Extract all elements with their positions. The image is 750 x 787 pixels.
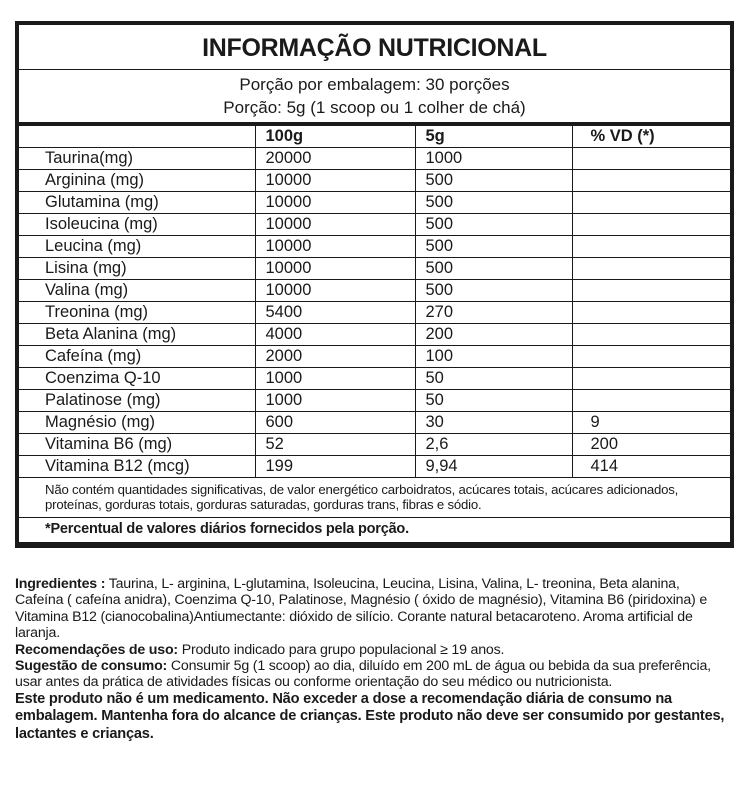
nutrition-table (19, 126, 730, 478)
nutrition-facts-panel (15, 21, 734, 548)
value-per-5g: 500 (415, 280, 572, 302)
suggestion-paragraph (15, 658, 730, 691)
nutrient-name: Valina (mg) (19, 280, 255, 302)
value-per-100g: 10000 (255, 280, 415, 302)
header-per-5g: 5g (415, 126, 572, 148)
ingredients-text: Taurina, L- arginina, L-glutamina, Isoleucina, Leucina, Lisina, Valina, L- treonina, Beta alanina, Cafeína ( cafeína anidra), Coenzima Q-10, Palatinose, Magnésio ( óxido de magnésio), Vitamina B6 (piridoxina) e Vitamina B12 (cianocobalina)Antiumectante: dióxido de silício. Corante natural betacaroteno. Aroma artificial de laranja. (15, 576, 708, 642)
value-per-100g: 10000 (255, 192, 415, 214)
nutrient-name: Magnésio (mg) (19, 412, 255, 434)
value-per-100g: 600 (255, 412, 415, 434)
value-per-5g: 500 (415, 258, 572, 280)
usage-label: Recomendações de uso: (15, 641, 178, 658)
nutrient-name: Beta Alanina (mg) (19, 324, 255, 346)
nutrient-name: Arginina (mg) (19, 170, 255, 192)
nutrient-name: Palatinose (mg) (19, 390, 255, 412)
nutrient-name: Treonina (mg) (19, 302, 255, 324)
table-header-row (19, 126, 730, 148)
value-per-100g: 1000 (255, 368, 415, 390)
value-daily (572, 390, 730, 412)
header-nutrient (19, 126, 255, 148)
suggestion-text: Consumir 5g (1 scoop) ao dia, diluído em 200 mL de água ou bebida da sua preferência, usar antes da prática de atividades físicas ou conforme orientação do seu médico ou nutricionista. (15, 658, 711, 691)
ingredients-paragraph (15, 576, 730, 642)
nutrient-name: Lisina (mg) (19, 258, 255, 280)
nutrient-name: Leucina (mg) (19, 236, 255, 258)
value-per-100g: 4000 (255, 324, 415, 346)
value-per-5g: 50 (415, 390, 572, 412)
value-per-5g: 30 (415, 412, 572, 434)
table-row (19, 258, 730, 280)
table-row (19, 192, 730, 214)
nutrient-name: Vitamina B12 (mcg) (19, 456, 255, 478)
product-info (15, 576, 730, 743)
table-row (19, 280, 730, 302)
value-daily (572, 170, 730, 192)
value-per-100g: 1000 (255, 390, 415, 412)
not-significant-note: Não contém quantidades significativas, de valor energético carboidratos, acúcares totais, acúcares adicionados, proteínas, gorduras totais, gorduras saturadas, gorduras trans, fibras e sódio. (19, 478, 730, 517)
value-daily (572, 346, 730, 368)
ingredients-label: Ingredientes : (15, 576, 106, 592)
nutrient-name: Glutamina (mg) (19, 192, 255, 214)
daily-value-footnote: *Percentual de valores diários fornecidos pela porção. (45, 520, 409, 537)
value-per-5g: 100 (415, 346, 572, 368)
servings-per-package: Porção por embalagem: 30 porções (239, 75, 510, 94)
value-daily (572, 214, 730, 236)
value-per-100g: 10000 (255, 258, 415, 280)
value-per-100g: 10000 (255, 170, 415, 192)
usage-text: Produto indicado para grupo populacional ≥ 19 anos. (177, 641, 505, 658)
suggestion-label: Sugestão de consumo: (15, 658, 168, 675)
value-per-5g: 50 (415, 368, 572, 390)
value-per-5g: 9,94 (415, 456, 572, 478)
nutrient-name: Vitamina B6 (mg) (19, 434, 255, 456)
table-row (19, 236, 730, 258)
table-row (19, 434, 730, 456)
table-row (19, 302, 730, 324)
value-per-5g: 200 (415, 324, 572, 346)
value-daily: 9 (572, 412, 730, 434)
value-per-5g: 500 (415, 192, 572, 214)
value-per-5g: 1000 (415, 148, 572, 170)
table-row (19, 412, 730, 434)
table-row (19, 148, 730, 170)
table-row (19, 456, 730, 478)
value-per-100g: 52 (255, 434, 415, 456)
panel-title: INFORMAÇÃO NUTRICIONAL (19, 25, 730, 70)
table-row (19, 346, 730, 368)
serving-size: Porção: 5g (1 scoop ou 1 colher de chá) (223, 98, 526, 117)
nutrient-name: Cafeína (mg) (19, 346, 255, 368)
value-daily (572, 368, 730, 390)
nutrient-name: Isoleucina (mg) (19, 214, 255, 236)
table-row (19, 170, 730, 192)
header-per-100g: 100g (255, 126, 415, 148)
nutrient-name: Coenzima Q-10 (19, 368, 255, 390)
value-daily (572, 280, 730, 302)
value-per-5g: 2,6 (415, 434, 572, 456)
value-daily (572, 236, 730, 258)
usage-paragraph (15, 642, 730, 658)
header-daily-value: % VD (*) (572, 126, 730, 148)
value-per-5g: 500 (415, 214, 572, 236)
table-row (19, 324, 730, 346)
value-per-100g: 10000 (255, 236, 415, 258)
nutrient-name: Taurina(mg) (19, 148, 255, 170)
value-per-100g: 20000 (255, 148, 415, 170)
value-daily (572, 148, 730, 170)
serving-info (19, 70, 730, 126)
value-daily (572, 258, 730, 280)
value-per-5g: 500 (415, 170, 572, 192)
value-daily (572, 324, 730, 346)
value-daily (572, 192, 730, 214)
value-per-5g: 500 (415, 236, 572, 258)
value-per-100g: 2000 (255, 346, 415, 368)
table-row (19, 214, 730, 236)
warning-text: Este produto não é um medicamento. Não exceder a dose a recomendação diária de consumo na embalagem. Mantenha fora do alcance de crianças. Este produto não deve ser consumido por gestantes, lactantes e crianças. (15, 690, 725, 742)
table-row (19, 368, 730, 390)
value-per-5g: 270 (415, 302, 572, 324)
value-daily: 414 (572, 456, 730, 478)
table-row (19, 390, 730, 412)
value-daily (572, 302, 730, 324)
value-per-100g: 10000 (255, 214, 415, 236)
value-per-100g: 199 (255, 456, 415, 478)
value-daily: 200 (572, 434, 730, 456)
value-per-100g: 5400 (255, 302, 415, 324)
